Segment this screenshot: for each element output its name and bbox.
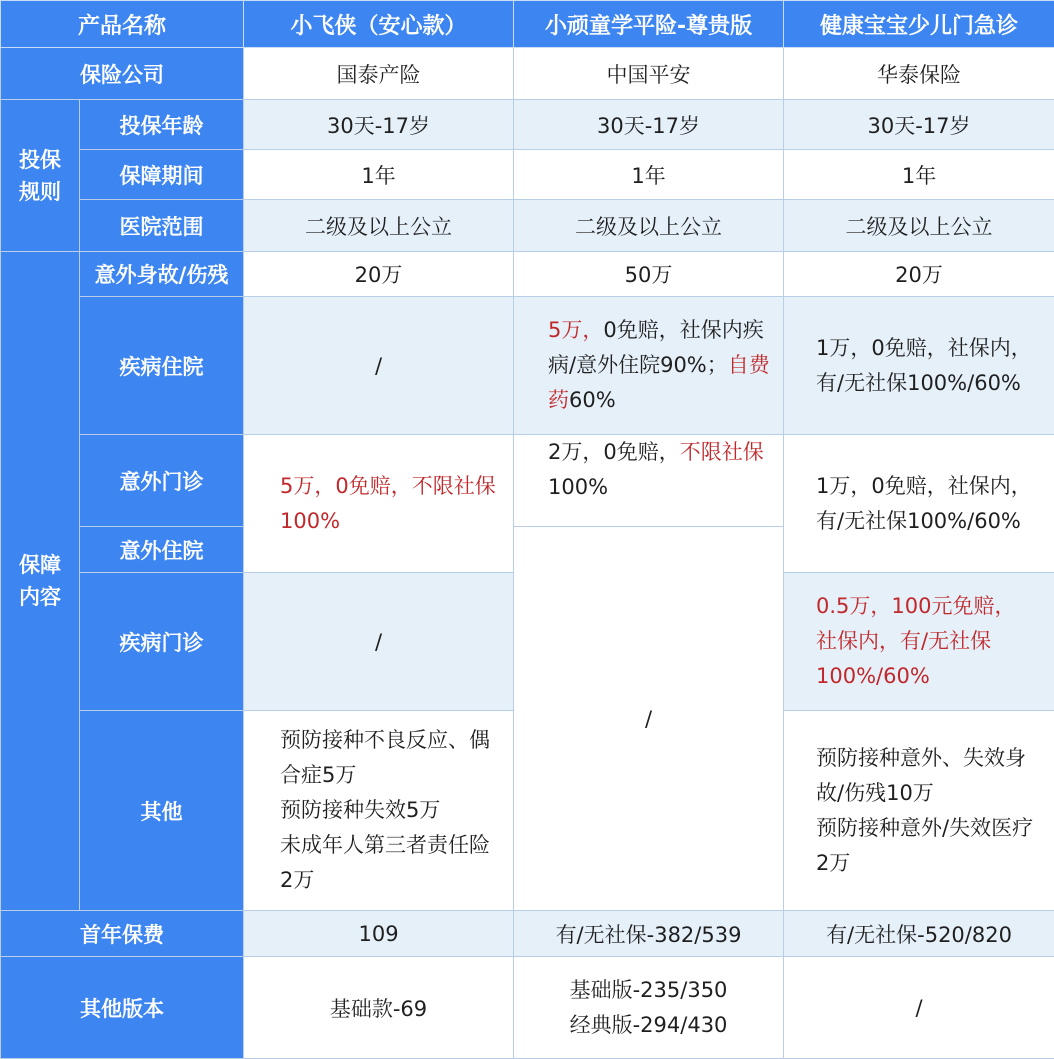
insurer-label: 保险公司	[1, 48, 244, 100]
accident-death-1: 20万	[244, 252, 514, 297]
period-3: 1年	[784, 150, 1054, 200]
versions-3: /	[784, 957, 1054, 1059]
premium-label: 首年保费	[1, 911, 244, 957]
age-label: 投保年龄	[80, 100, 244, 150]
coverage-group-label: 保障 内容	[1, 252, 80, 911]
insurer-2: 中国平安	[514, 48, 784, 100]
other-1: 预防接种不良反应、偶合症5万 预防接种失效5万 未成年人第三者责任险2万	[244, 711, 514, 911]
other-label: 其他	[80, 711, 244, 911]
disease-outpatient-3: 0.5万，100元免赔，社保内，有/无社保100%/60%	[784, 573, 1054, 711]
period-label: 保障期间	[80, 150, 244, 200]
hospital-range-2: 二级及以上公立	[514, 200, 784, 252]
product-name-2: 小顽童学平险-尊贵版	[514, 1, 784, 48]
age-3: 30天-17岁	[784, 100, 1054, 150]
product-name-1: 小飞侠（安心款）	[244, 1, 514, 48]
versions-2: 基础版-235/350 经典版-294/430	[514, 957, 784, 1059]
age-1: 30天-17岁	[244, 100, 514, 150]
accident-outpatient-1: 5万，0免赔，不限社保100%	[244, 435, 514, 573]
other-3: 预防接种意外、失效身故/伤残10万 预防接种意外/失效医疗2万	[784, 711, 1054, 911]
hospital-range-1: 二级及以上公立	[244, 200, 514, 252]
insurer-3: 华泰保险	[784, 48, 1054, 100]
disease-outpatient-1: /	[244, 573, 514, 711]
hospital-range-row	[1, 200, 1054, 252]
period-1: 1年	[244, 150, 514, 200]
accident-death-3: 20万	[784, 252, 1054, 297]
disease-hospital-row	[1, 297, 1054, 435]
versions-1: 基础款-69	[244, 957, 514, 1059]
accident-death-2: 50万	[514, 252, 784, 297]
accident-death-label: 意外身故/伤残	[80, 252, 244, 297]
hospital-range-3: 二级及以上公立	[784, 200, 1054, 252]
accident-outpatient-label: 意外门诊	[80, 435, 244, 527]
insurer-row	[1, 48, 1054, 100]
period-2: 1年	[514, 150, 784, 200]
versions-label: 其他版本	[1, 957, 244, 1059]
accident-death-row	[1, 252, 1054, 297]
versions-row	[1, 957, 1054, 1059]
premium-2: 有/无社保-382/539	[514, 911, 784, 957]
hospital-range-label: 医院范围	[80, 200, 244, 252]
accident-outpatient-row	[1, 435, 1054, 527]
disease-hospital-3: 1万，0免赔，社保内，有/无社保100%/60%	[784, 297, 1054, 435]
age-2: 30天-17岁	[514, 100, 784, 150]
disease-hospital-1: /	[244, 297, 514, 435]
insurer-1: 国泰产险	[244, 48, 514, 100]
rules-group-label: 投保 规则	[1, 100, 80, 252]
period-row	[1, 150, 1054, 200]
disease-hospital-2: 5万，0免赔，社保内疾病/意外住院90%；自费药60%	[514, 297, 784, 435]
accident-hospital-label: 意外住院	[80, 527, 244, 573]
accident-outpatient-3: 1万，0免赔，社保内，有/无社保100%/60%	[784, 435, 1054, 573]
premium-row	[1, 911, 1054, 957]
accident-outpatient-2: 2万，0免赔，不限社保100%	[514, 435, 784, 527]
header-row	[1, 1, 1054, 48]
disease-outpatient-label: 疾病门诊	[80, 573, 244, 711]
premium-3: 有/无社保-520/820	[784, 911, 1054, 957]
disease-hospital-label: 疾病住院	[80, 297, 244, 435]
premium-1: 109	[244, 911, 514, 957]
merged-cell-2: /	[514, 527, 784, 911]
age-row	[1, 100, 1054, 150]
product-name-3: 健康宝宝少儿门急诊	[784, 1, 1054, 48]
header-label: 产品名称	[1, 1, 244, 48]
